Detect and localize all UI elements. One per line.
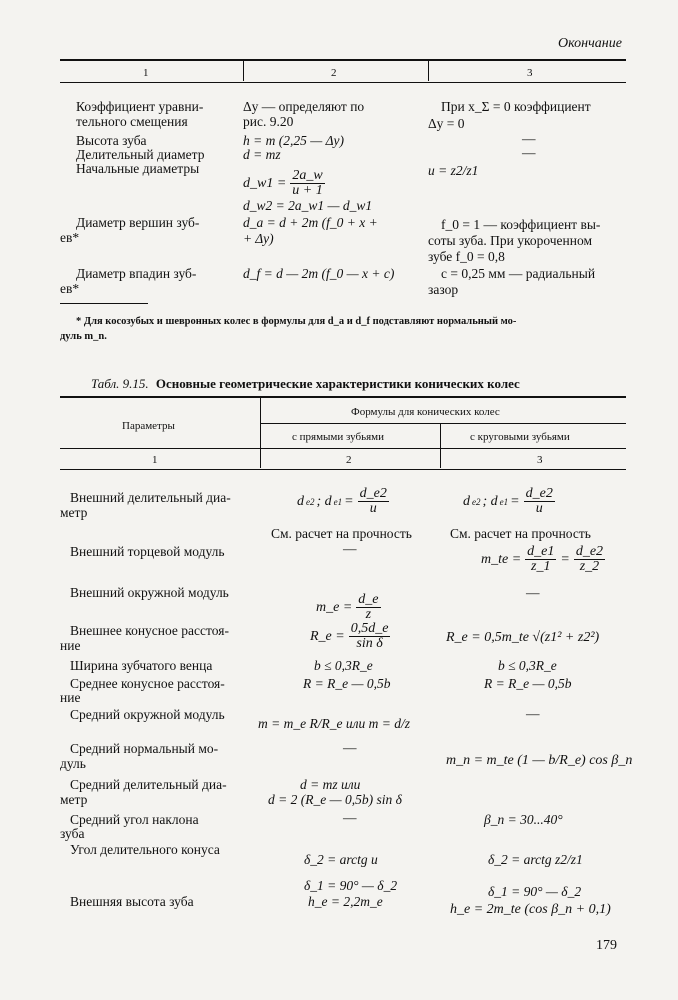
t2-row12-f2: h_e = 2,2m_e: [308, 894, 383, 909]
t2-row2-f3-frac2: [574, 545, 605, 574]
t1-row3-formula: d = mz: [243, 147, 281, 162]
t1-row1-note-l2: Δy = 0: [428, 116, 465, 131]
t1-row6-note-l1: c = 0,25 мм — радиальный: [441, 266, 596, 281]
t2-row8-param-l2: дуль: [60, 756, 86, 771]
t2-row1-f3-mid-sub: e1: [499, 496, 509, 507]
running-title: Окончание: [558, 36, 622, 51]
table2-caption-text: Основные геометрические характеристики конических колес: [155, 376, 520, 391]
t1-row5-note-l2: соты зуба. При укороченном: [428, 233, 593, 248]
t1-row5-param-l2: ев*: [60, 230, 80, 245]
t2-row1-f2-d: d: [297, 493, 304, 509]
t2-row2-param: Внешний торцевой модуль: [70, 544, 225, 559]
t2-row3-f2-num: d_e: [358, 592, 379, 607]
t2-row5-param: Ширина зубчатого венца: [70, 658, 213, 673]
t1-row4-formula-a-den: u + 1: [292, 183, 323, 198]
t2-row1-formula-straight: [297, 487, 391, 516]
t2-row2-f3: [481, 545, 607, 574]
t2-row1-f3-eq: =: [510, 493, 520, 509]
t1-row4-formula-b: d_w2 = 2a_w1 — d_w1: [243, 198, 373, 213]
t2-row1-param-l2: метр: [60, 505, 88, 520]
t2-row8-f3: m_n = m_te (1 — b/R_e) cos β_n: [446, 753, 633, 768]
t2-row1-param-l1: Внешний делительный диа-: [70, 490, 231, 505]
t2-row7-f2: m = m_e R/R_e или m = d/z: [258, 716, 410, 731]
t1-row6-note-l2: зазор: [428, 282, 459, 297]
table2-colnum-1: 1: [152, 454, 158, 466]
t2-row6-f2: R = R_e — 0,5b: [303, 676, 391, 691]
t1-row2-note: —: [522, 131, 536, 146]
t2-row9-f2-l2: d = 2 (R_e — 0,5b) sin δ: [268, 792, 402, 807]
t2-row4-f2-num: 0,5d_e: [350, 621, 389, 636]
t2-row6-f3: R = R_e — 0,5b: [484, 676, 572, 691]
t2-row11-f3-l1: δ_2 = arctg z2/z1: [488, 852, 583, 867]
table2-caption-label: Табл. 9.15.: [91, 376, 149, 391]
t2-row1-f3-num: d_e2: [525, 486, 553, 501]
t2-row1-f2-den: u: [369, 501, 377, 516]
t1-row6-param-l2: ев*: [60, 281, 80, 296]
t2-row4-f2: [310, 622, 392, 651]
t2-row4-f3: R_e = 0,5m_te √(z1² + z2²): [446, 630, 600, 645]
table2-colnum-2: 2: [346, 454, 352, 466]
t1-row1-formula-l1: Δy — определяют по: [243, 99, 365, 114]
t1-row1-param-l2: тельного смещения: [76, 114, 188, 129]
table1-col-divider-2: [428, 61, 429, 81]
t2-row2-f3-frac1: [525, 545, 556, 574]
t2-row1-f2-eq: =: [344, 493, 354, 509]
t1-row4-formula-a-lhs: d_w1 =: [243, 175, 287, 191]
t2-row4-param-l1: Внешнее конусное расстоя-: [70, 623, 229, 638]
t2-row1-f3-den: u: [535, 501, 543, 516]
footnote-line-1: * Для косозубых и шевронных колес в формулы для d_a и d_f подставляют нормальный мо-: [76, 316, 517, 327]
t2-row1-f2-fraction: [358, 487, 389, 516]
table2-head-formulas: Формулы для конических колес: [351, 406, 500, 418]
t2-row1-f2-mid: ; d: [316, 493, 332, 509]
table1-top-rule: [60, 59, 626, 61]
t1-row4-formula-a-num: 2a_w: [292, 168, 323, 183]
t1-row1-note-l1: При x_Σ = 0 коэффициент: [441, 99, 591, 114]
t2-row1-see-circular: См. расчет на прочность: [450, 526, 591, 541]
t2-row10-param-l1: Средний угол наклона: [70, 812, 199, 827]
table2-head-params: Параметры: [122, 420, 175, 432]
page-number: 179: [596, 938, 617, 953]
t2-row10-f2: —: [343, 810, 357, 825]
t2-row9-f2-l1: d = mz или: [300, 777, 361, 792]
table2-subhead-rule: [260, 423, 626, 424]
table2-head-circular: с круговыми зубьями: [470, 431, 570, 443]
table2-top-rule: [60, 396, 626, 398]
t2-row8-f2: —: [343, 740, 357, 755]
t2-row2-f3-den1: z_1: [531, 559, 551, 574]
t1-row5-formula-l1: d_a = d + 2m (f_0 + x +: [243, 215, 378, 230]
t2-row1-f3-sub: e2: [472, 496, 481, 507]
t2-row1-f3-mid: ; d: [482, 493, 498, 509]
t2-row5-f2: b ≤ 0,3R_e: [314, 658, 373, 673]
footnote-rule: [60, 303, 148, 304]
t2-row3-f2-frac: [356, 593, 380, 622]
t2-row4-f2-frac: [349, 622, 391, 651]
t2-row1-see-straight: См. расчет на прочность: [271, 526, 412, 541]
t2-row7-param: Средний окружной модуль: [70, 707, 225, 722]
t2-row10-f3: β_n = 30...40°: [484, 812, 563, 827]
t2-row2-f2: —: [343, 541, 357, 556]
t2-row12-f3: h_e = 2m_te (cos β_n + 0,1): [450, 902, 611, 917]
t2-row9-param-l2: метр: [60, 792, 88, 807]
t2-row3-f2-den: z: [365, 607, 372, 622]
t2-row10-param-l2: зуба: [60, 826, 85, 841]
t1-row6-param-l1: Диаметр впадин зуб-: [76, 266, 197, 281]
t2-row4-f2-lhs: R_e =: [310, 628, 345, 644]
table1-colnum-2: 2: [331, 67, 337, 79]
t2-row9-param-l1: Средний делительный диа-: [70, 777, 227, 792]
t1-row4-param: Начальные диаметры: [76, 161, 200, 176]
t2-row11-param: Угол делительного конуса: [70, 842, 220, 857]
table2-param-divider: [260, 398, 261, 468]
t2-row2-f3-eq: =: [560, 551, 570, 567]
table1-head-rule: [60, 82, 626, 83]
t1-row6-formula: d_f = d — 2m (f_0 — x + c): [243, 266, 395, 281]
table2-caption: [91, 376, 520, 391]
t2-row11-f2-l2: δ_1 = 90° — δ_2: [304, 878, 398, 893]
t2-row3-f2: [316, 593, 383, 622]
t1-row4-formula-a: [243, 169, 327, 198]
t1-row1-param-l1: Коэффициент уравни-: [76, 99, 204, 114]
table2-head-straight: с прямыми зубьями: [292, 431, 385, 443]
t2-row3-param: Внешний окружной модуль: [70, 585, 229, 600]
table2-colnum-3: 3: [537, 454, 543, 466]
t2-row4-f2-den: sin δ: [356, 636, 383, 651]
t2-row7-f3: —: [526, 706, 540, 721]
t1-row1-formula-l2: рис. 9.20: [243, 114, 294, 129]
t1-row2-param: Высота зуба: [76, 133, 147, 148]
t2-row11-f2-l1: δ_2 = arctg u: [304, 852, 378, 867]
table1-colnum-1: 1: [143, 67, 149, 79]
t2-row2-f3-num1: d_e1: [527, 544, 555, 559]
t2-row2-f3-lhs: m_te =: [481, 551, 522, 567]
t1-row4-note: u = z2/z1: [428, 163, 479, 178]
t1-row5-note-l3: зубе f_0 = 0,8: [428, 249, 505, 264]
t2-row4-param-l2: ние: [60, 638, 81, 653]
table2-head-rule: [60, 448, 626, 449]
t2-row1-f3-fraction: [524, 487, 555, 516]
t2-row1-f2-num: d_e2: [359, 486, 387, 501]
t1-row3-param: Делительный диаметр: [76, 147, 205, 162]
t2-row6-param-l2: ние: [60, 690, 81, 705]
t2-row2-f3-num2: d_e2: [575, 544, 604, 559]
t2-row5-f3: b ≤ 0,3R_e: [498, 658, 557, 673]
t1-row5-param-l1: Диаметр вершин зуб-: [76, 215, 200, 230]
t2-row1-f3-d: d: [463, 493, 470, 509]
t1-row5-formula-l2: + Δy): [243, 231, 274, 246]
t1-row4-formula-a-fraction: [290, 169, 324, 198]
t2-row1-f2-sub: e2: [306, 496, 315, 507]
t1-row2-formula: h = m (2,25 — Δy): [243, 133, 345, 148]
t2-row6-param-l1: Среднее конусное расстоя-: [70, 676, 225, 691]
footnote-line-2: дуль m_n.: [60, 331, 107, 342]
t1-row5-note-l1: f_0 = 1 — коэффициент вы-: [441, 217, 601, 232]
t2-row3-f2-lhs: m_e =: [316, 599, 353, 615]
t2-row12-param: Внешняя высота зуба: [70, 894, 194, 909]
t1-row3-note: —: [522, 145, 536, 160]
t2-row11-f3-l2: δ_1 = 90° — δ_2: [488, 884, 582, 899]
t2-row8-param-l1: Средний нормальный мо-: [70, 741, 219, 756]
table2-colnum-rule: [60, 469, 626, 470]
t2-row2-f3-den2: z_2: [579, 559, 600, 574]
table1-col-divider-1: [243, 61, 244, 81]
table1-colnum-3: 3: [527, 67, 533, 79]
t2-row3-f3: —: [526, 585, 540, 600]
t2-row1-f2-mid-sub: e1: [333, 496, 343, 507]
t2-row1-formula-circular: [463, 487, 557, 516]
table2-sub-divider: [440, 423, 441, 468]
